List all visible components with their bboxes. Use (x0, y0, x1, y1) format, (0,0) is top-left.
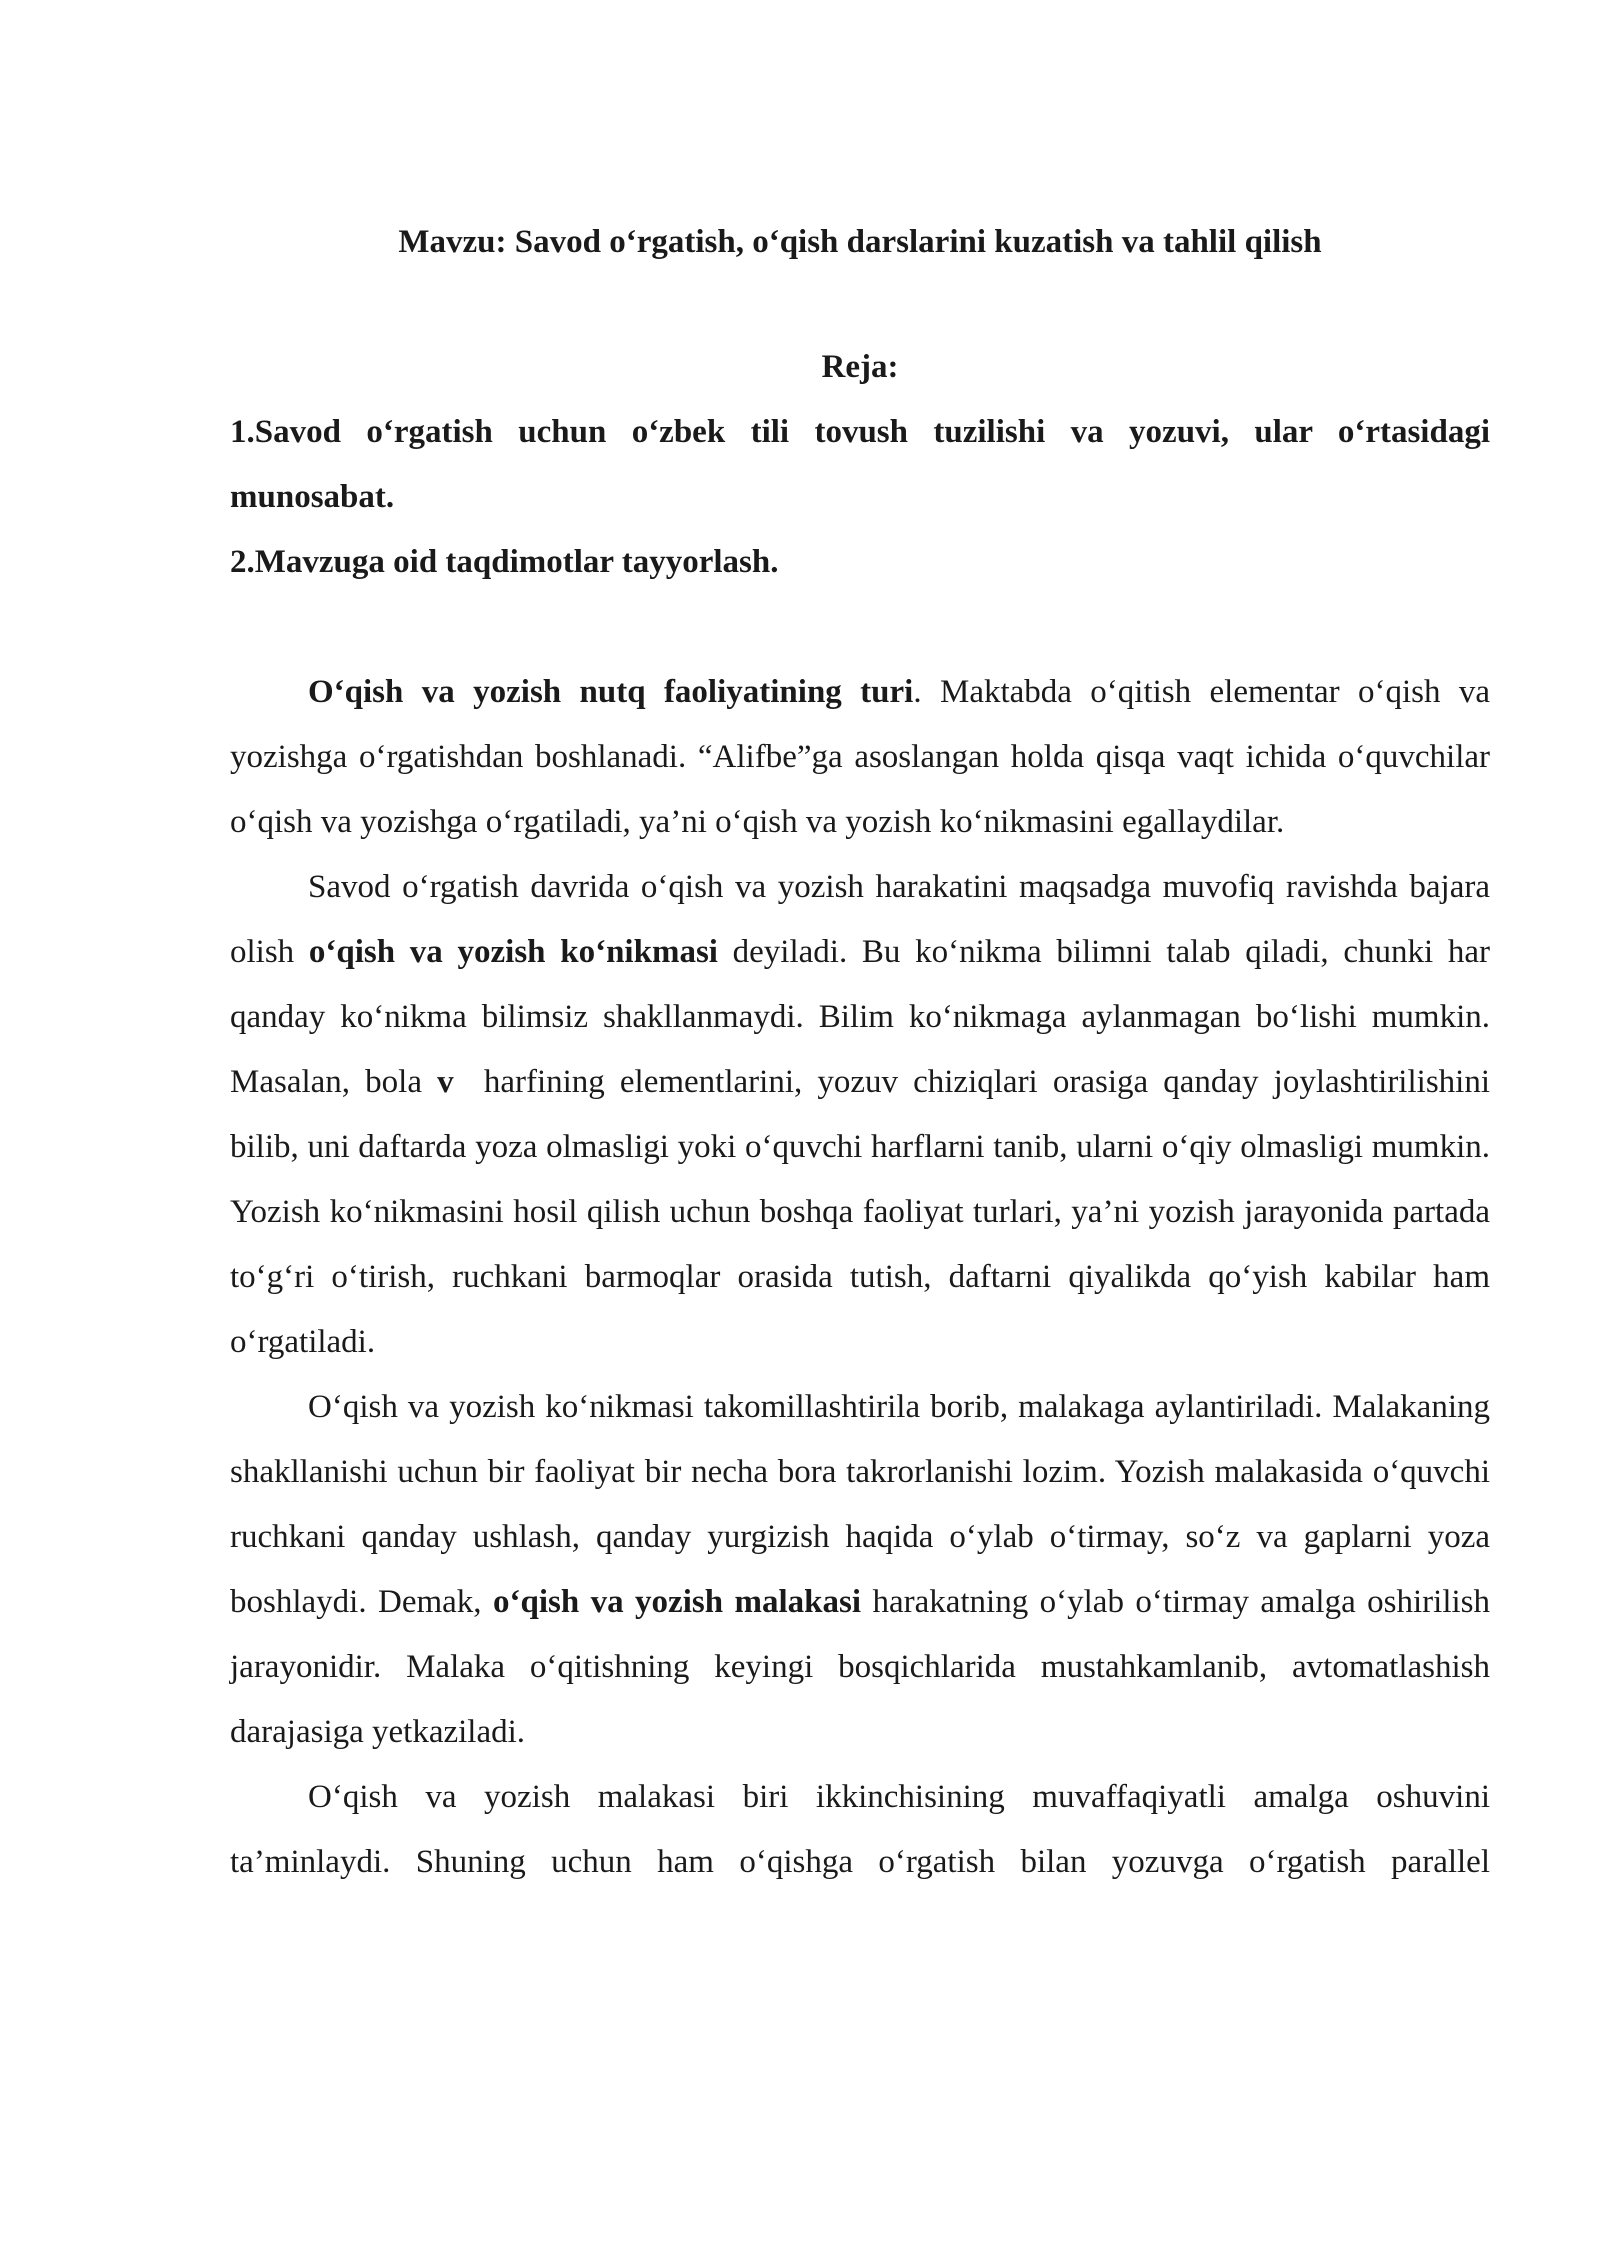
bold-term: o‘qish va yozish ko‘nikmasi (308, 934, 718, 970)
paragraph-text: harfining elementlarini, yozuv chiziqlari orasiga qanday joylashtirilishini bilib, uni daftarda yoza olmasligi yoki o‘quvchi harflarni tanib, ularni o‘qiy olmasligi mumkin. Yozish ko‘nikmasini hosil qilish uchun boshqa faoliyat turlari, ya’ni yozish jarayonida partada to‘g‘ri o‘tirish, ruchkani barmoqlar orasida tutish, daftarni qiyalikda qo‘yish kabilar ham o‘rgatiladi. (230, 1064, 1499, 1360)
bold-term: o‘qish va yozish malakasi (492, 1584, 862, 1620)
paragraph-4 (230, 1765, 1490, 1895)
paragraph-text: deyiladi. Bu ko‘nikma bilimni talab qiladi, chunki har qanday ko‘nikma bilimsiz shakllanmaydi. Bilim ko‘nikmaga aylanmagan bo‘lishi mumkin. Masalan, bola (230, 934, 1490, 1100)
paragraph-text: Savod o‘rgatish davrida o‘qish va yozish harakatini maqsadga muvofiq ravishda bajara olish (230, 869, 1490, 970)
bold-letter: v (437, 1064, 454, 1100)
paragraph-text: O‘qish va yozish ko‘nikmasi takomillashtirila borib, malakaga aylantiriladi. Malakaning shakllanishi uchun bir faoliyat bir necha bora takrorlanishi lozim. Yozish malakasida o‘quvchi ruchkani qanday ushlash, qanday yurgizish haqida o‘ylab o‘tirmay, so‘z va gaplarni yoza boshlaydi. Demak, (230, 1389, 1490, 1620)
paragraph-text: harakatning o‘ylab o‘tirmay amalga oshirilish jarayonidir. Malaka o‘qitishning keyingi bosqichlarida mustahkamlanib, avtomatlashish darajasiga yetkaziladi. (230, 1584, 1490, 1750)
document-title: Mavzu: Savod o‘rgatish, o‘qish darslarini kuzatish va tahlil qilish (398, 224, 1322, 260)
paragraph-text: . Maktabda o‘qitish elementar o‘qish va yozishga o‘rgatishdan boshlanadi. “Alifbe”ga asoslangan holda qisqa vaqt ichida o‘quvchilar o‘qish va yozishga o‘rgatiladi, ya’ni o‘qish va yozish ko‘nikmasini egallaydilar. (230, 674, 1490, 840)
plan-item-1: 1.Savod o‘rgatish uchun o‘zbek tili tovush tuzilishi va yozuvi, ular o‘rtasidagi munosabat. (230, 414, 1490, 515)
paragraph-2 (230, 855, 1499, 1375)
paragraph-3 (230, 1375, 1490, 1765)
paragraph-1 (230, 660, 1490, 855)
section-spacer (230, 595, 1490, 660)
plan-item-2: 2.Mavzuga oid taqdimotlar tayyorlash. (230, 544, 779, 580)
paragraph-text: O‘qish va yozish malakasi biri ikkinchisining muvaffaqiyatli amalga oshuvini ta’minlaydi. Shuning uchun ham o‘qishga o‘rgatish bilan yozuvga o‘rgatish parallel (230, 1779, 1490, 1880)
plan-heading: Reja: (821, 349, 899, 385)
document-page (230, 210, 1499, 1895)
bold-term: O‘qish va yozish nutq faoliyatining turi (308, 674, 914, 710)
